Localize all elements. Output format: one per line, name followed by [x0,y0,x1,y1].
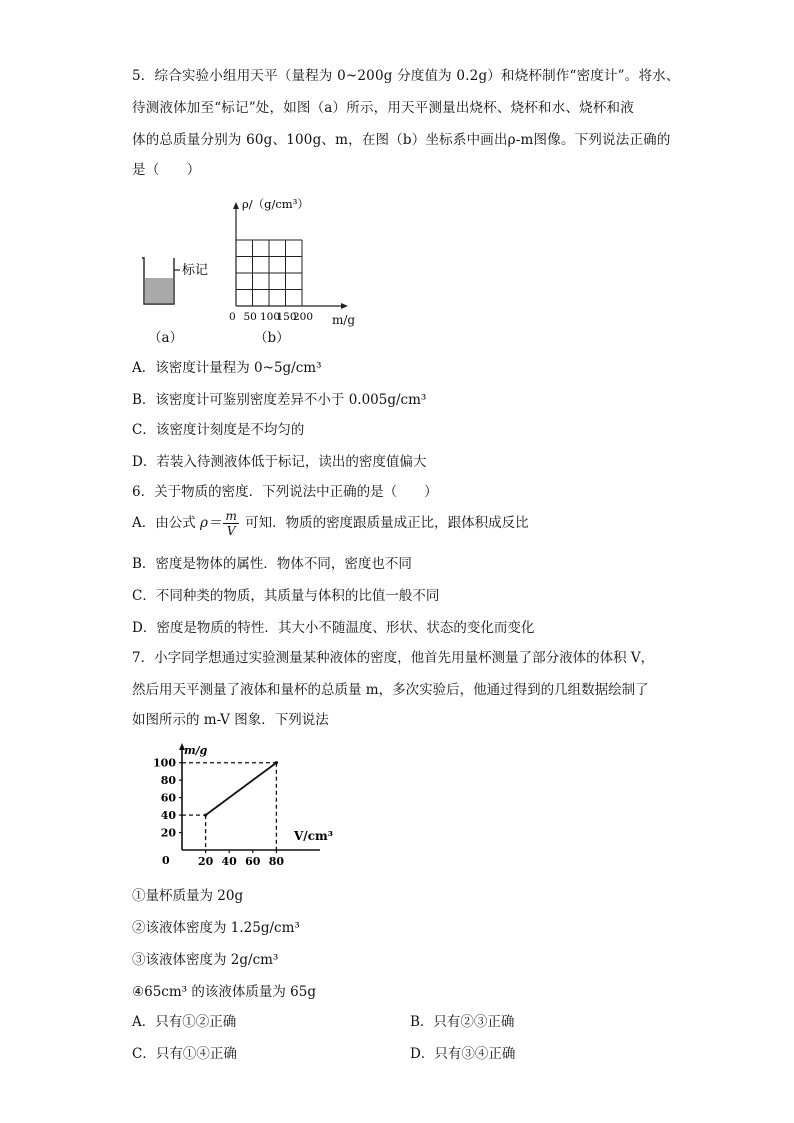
q5-option-d: D．若装入待测液体低于标记，读出的密度值偏大 [132,454,427,470]
q7-x-tick-label: 80 [268,855,285,868]
q7-option-c: C．只有①④正确 [132,1046,237,1062]
fig-b-x-tick-label: 50 [243,311,257,323]
fig-b-x-ticks [229,311,313,323]
fig-b-x-tick-label: 150 [276,311,297,323]
q7-x-tick-label: 60 [245,855,261,868]
q6-option-a-prefix: A．由公式 [132,515,196,531]
q6-formula-numerator: m [225,509,237,523]
q7-y-label: m/g [184,744,208,757]
q6-option-d: D．密度是物质的特性．其大小不随温度、形状、状态的变化而变化 [132,620,535,636]
q7-option-d: D．只有③④正确 [410,1046,516,1062]
q5-option-a: A．该密度计量程为 0~5g/cm³ [132,360,322,376]
q5-stem-line-1: 5．综合实验小组用天平（量程为 0~200g 分度值为 0.2g）和烧杯制作“密度计”。将水、 [132,68,680,84]
q7-statement-4: ④65cm³ 的该液体质量为 65g [132,984,316,1000]
q7-y-tick-label: 60 [160,791,176,805]
q7-stem-line-1: 7．小字同学想通过实验测量某种液体的密度，他首先用量杯测量了部分液体的体积 V， [132,650,655,666]
q7-series-line [206,763,277,815]
q5-option-c: C．该密度计刻度是不均匀的 [132,422,305,438]
fig-b-x-tick-label: 200 [293,311,314,323]
fig-b-caption: （b） [254,330,290,346]
q7-statement-1: ①量杯质量为 20g [132,888,244,904]
fig-b-y-arrow [233,202,239,209]
beaker-liquid [145,278,174,303]
q6-option-a-suffix: 可知．物质的密度跟质量成正比，跟体积成反比 [245,515,529,531]
q7-y-tick-label: 20 [160,826,176,840]
q7-x-label: V/cm³ [294,829,333,843]
q5-option-b: B．该密度计可鉴别密度差异不小于 0.005g/cm³ [132,392,427,408]
q5-stem-line-2: 待测液体加至“标记”处，如图（a）所示，用天平测量出烧杯、烧杯和水、烧杯和液 [132,100,634,116]
fig-b-y-label: ρ/（g/cm³） [242,197,309,211]
q7-stem-line-2: 然后用天平测量了液体和量杯的总质量 m，多次实验后，他通过得到的几组数据绘制了 [132,682,649,698]
q7-x-tick-label: 20 [197,855,214,868]
q6-option-b: B．密度是物体的属性．物体不同，密度也不同 [132,556,412,572]
q7-mv-chart [150,740,340,870]
fig-b-x-tick-label: 0 [229,311,236,323]
fig-b-x-label: m/g [332,313,356,327]
q7-statement-2: ②该液体密度为 1.25g/cm³ [132,920,300,936]
q7-y-tick-label: 80 [160,774,176,788]
fig-a-caption: （a） [148,330,184,346]
q6-stem: 6．关于物质的密度．下列说法中正确的是（ ） [132,484,438,500]
q6-option-a [132,506,529,540]
q7-data-point [275,761,278,764]
q7-y-tick-label: 40 [160,809,176,823]
q5-stem-line-3: 体的总质量分别为 60g、100g、m，在图（b）坐标系中画出ρ-m图像。下列说法正确的 [132,132,671,148]
q6-formula-fraction [223,509,238,538]
q7-option-a: A．只有①②正确 [132,1014,237,1030]
q7-origin-label: 0 [162,854,170,867]
fig-b-gridlines [236,240,302,306]
fig-b-x-tick-label: 100 [260,311,281,323]
q7-stem-line-3: 如图所示的 m-V 图象．下列说法 [132,712,329,728]
fig-b-x-arrow [341,303,348,309]
q5-stem-line-4: 是（ ） [132,162,201,178]
mark-label: 标记 [182,263,209,278]
q6-formula-lhs: ρ＝ [200,515,222,531]
q7-y-tick-label: 100 [153,756,176,770]
q7-data-point [204,813,207,816]
q7-statement-3: ③该液体密度为 2g/cm³ [132,952,279,968]
q6-option-c: C．不同种类的物质，其质量与体积的比值一般不同 [132,588,440,604]
q7-x-tick-label: 40 [221,855,237,868]
q6-formula-denominator: V [226,524,236,538]
q7-option-b: B．只有②③正确 [410,1014,515,1030]
